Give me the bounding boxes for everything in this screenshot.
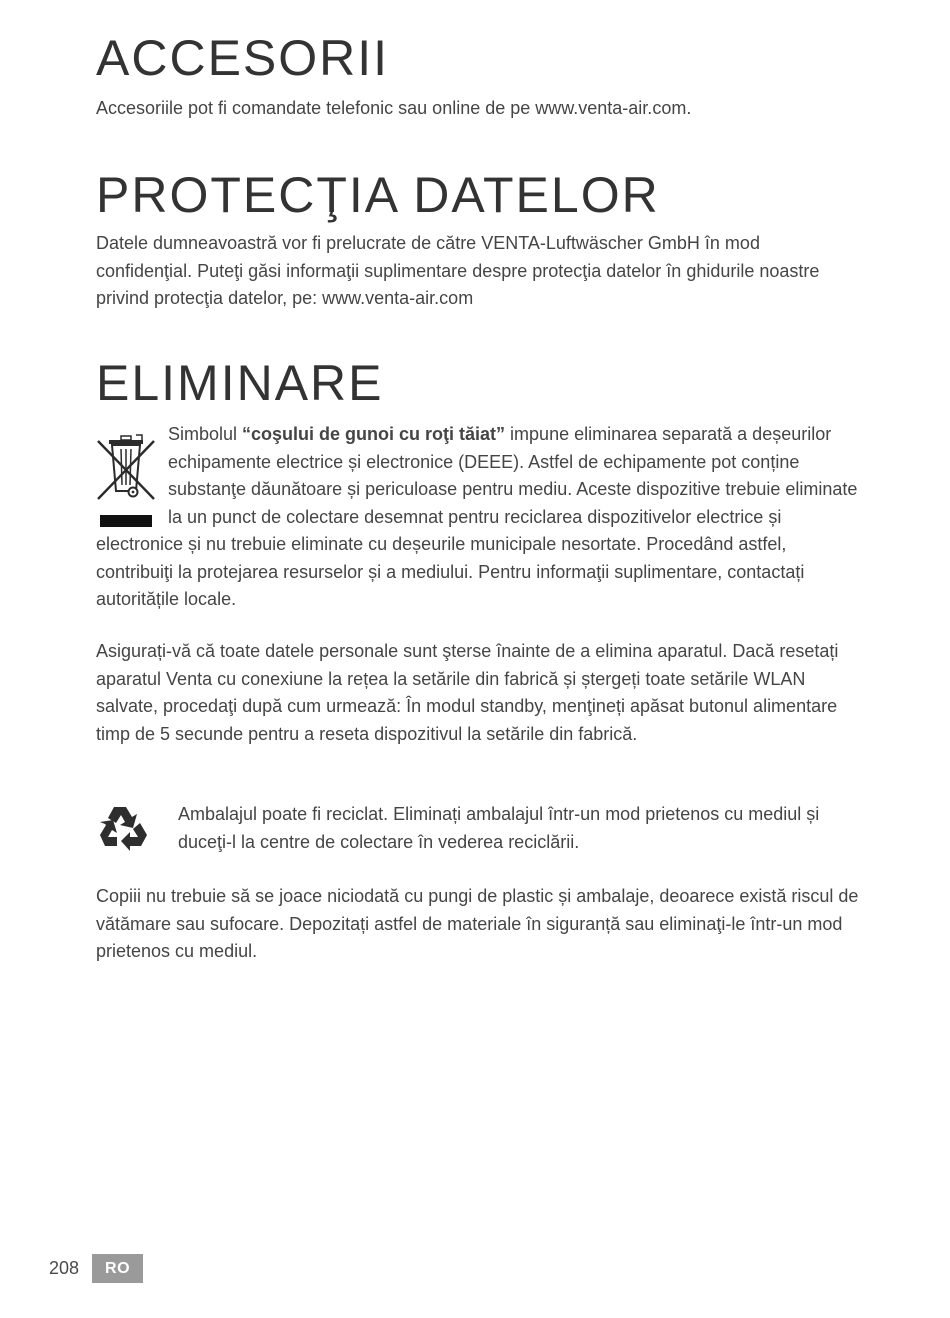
recycle-icon <box>96 803 150 855</box>
accesorii-text: Accesoriile pot fi comandate telefonic sau online de pe www.venta-air.com. <box>96 98 692 118</box>
protectia-datelor-text: Datele dumneavoastră vor fi prelucrate de către VENTA-Luftwäscher GmbH în mod confidenţial. Puteţi găsi informaţii suplimentare despre protecţia datelor în ghidurile noastre privind protecţia datelor, pe: www.venta-air.com <box>96 233 820 308</box>
children-warning-text: Copiii nu trebuie să se joace niciodată cu pungi de plastic și ambalaje, deoarece există riscul de vătămare sau sufocare. Depozitați astfel de materiale în siguranță sau eliminaţi-le într-un mod prietenos cu mediul. <box>96 886 859 961</box>
weee-block <box>96 421 860 614</box>
data-deletion-text: Asigurați-vă că toate datele personale sunt şterse înainte de a elimina aparatul. Dacă resetați aparatul Venta cu conexiune la rețea la setările din fabrică și ștergeți toate setările WLAN salvate, procedaţi după cum urmează: În modul standby, menţineți apăsat butonul alimentare timp de 5 secunde pentru a reseta dispozitivul la setările din fabrică. <box>96 641 839 744</box>
page-footer <box>49 1254 143 1283</box>
eliminare-heading: ELIMINARE <box>96 355 384 411</box>
language-badge: RO <box>92 1254 143 1283</box>
crossed-out-wheelie-bin-icon <box>96 425 156 527</box>
protectia-datelor-heading: PROTECŢIA DATELOR <box>96 167 660 223</box>
weee-symbol-name: “coşului de gunoi cu roţi tăiat” <box>242 424 506 444</box>
weee-intro: Simbolul <box>168 424 243 444</box>
weee-text <box>96 421 860 614</box>
page-number: 208 <box>49 1258 80 1278</box>
recycle-text: Ambalajul poate fi reciclat. Eliminați ambalajul într-un mod prietenos cu mediul și duceţi-l la centre de colectare în vederea reciclării. <box>178 804 820 852</box>
accesorii-heading: ACCESORII <box>96 30 390 86</box>
weee-rest: impune eliminarea separată a deșeurilor echipamente electrice și electronice (DEEE). Astfel de echipamente pot conține substanţe dăunătoare și periculoase pentru mediu. Aceste dispozitive trebuie eliminate la un punct de colectare desemnat pentru reciclarea dispozitivelor electrice și electronice și nu trebuie eliminate cu deșeurile municipale nesortate. Procedând astfel, contribuiţi la protejarea resurselor și a mediului. Pentru informaţii suplimentare, contactați autoritățile locale. <box>96 424 858 609</box>
